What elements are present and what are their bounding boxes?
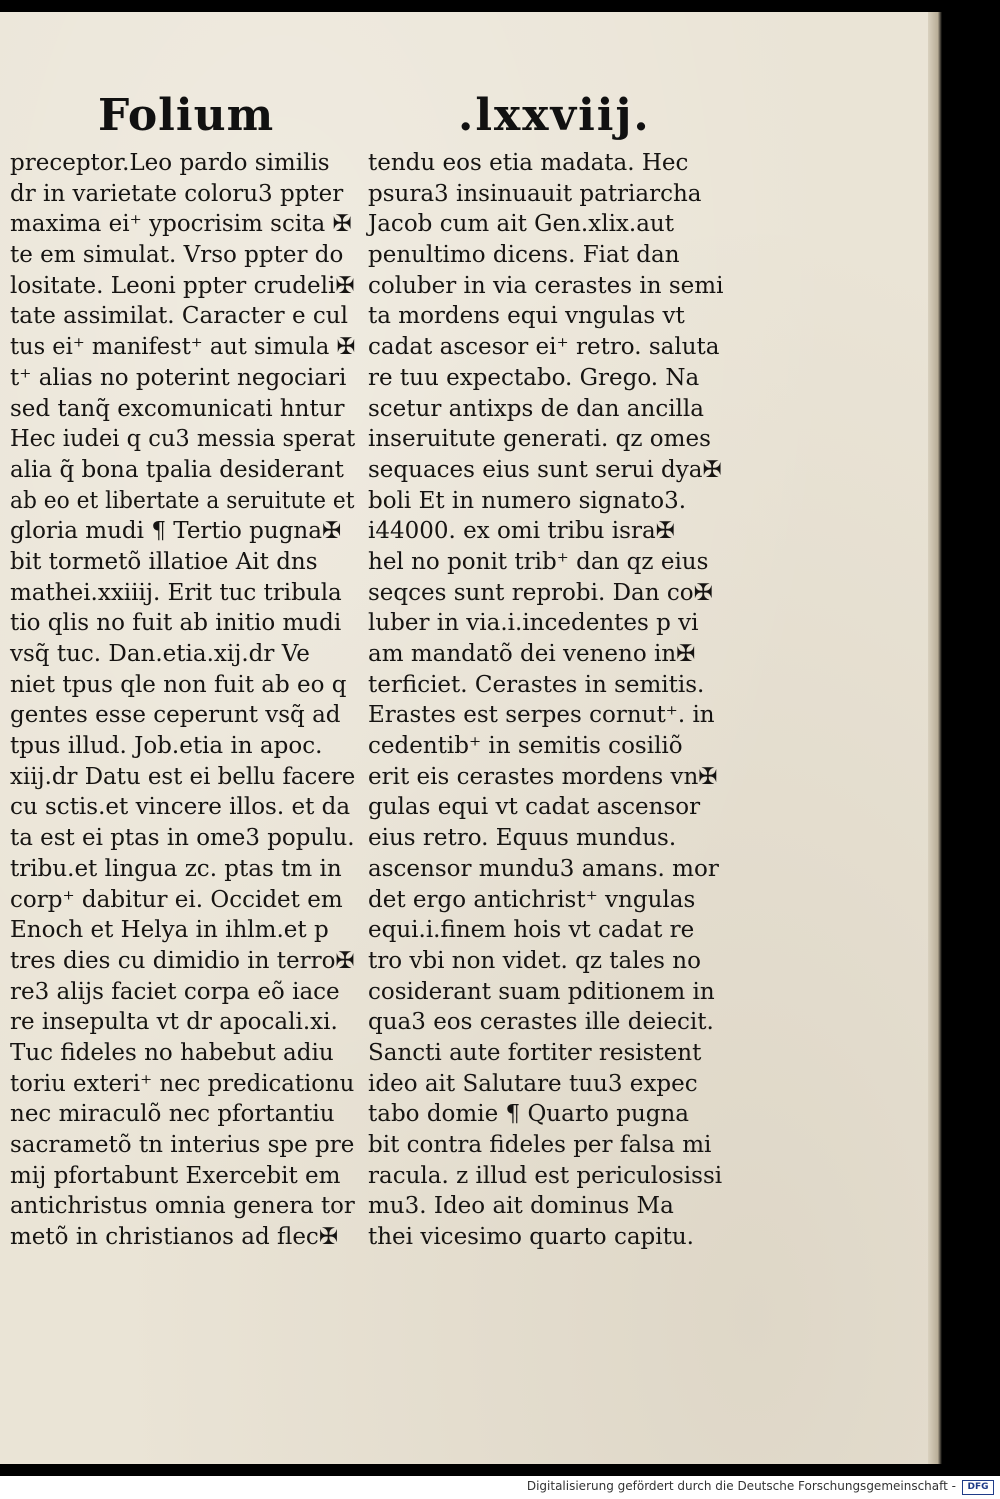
text-line: thei vicesimo quarto capitu. bbox=[368, 1224, 694, 1251]
text-line: Erastes est serpes cornut⁺. in bbox=[368, 702, 715, 729]
text-line: bit tormetõ illatioe Ait dns bbox=[10, 548, 318, 575]
text-line: sacrametõ tn interius spe pre bbox=[10, 1132, 355, 1158]
footer-bar bbox=[0, 1476, 1000, 1499]
text-line: tpus illud. Job.etia in apoc. bbox=[10, 733, 323, 760]
folium-heading: Folium bbox=[98, 90, 275, 141]
text-line: te em simulat. Vrso ppter do bbox=[10, 242, 344, 269]
text-line: hel no ponit trib⁺ dan qz eius bbox=[368, 548, 709, 575]
text-line: cosiderant suam pditionem in bbox=[368, 978, 715, 1005]
text-line: eius retro. Equus mundus. bbox=[368, 825, 677, 852]
page-edge-shadow bbox=[928, 12, 942, 1464]
text-line: tabo domie ¶ Quarto pugna bbox=[368, 1101, 690, 1128]
text-line: gloria mudi ¶ Tertio pugna✠ bbox=[10, 518, 342, 545]
text-line: penultimo dicens. Fiat dan bbox=[368, 242, 680, 269]
text-line: tribu.et lingua zc. ptas tm in bbox=[10, 855, 342, 882]
text-line: ab eo et libertate a seruitute et bbox=[10, 487, 355, 514]
text-line: Hec iudei q cu3 messia sperat bbox=[10, 426, 356, 453]
book-page bbox=[0, 12, 940, 1464]
text-line: gulas equi vt cadat ascensor bbox=[368, 794, 701, 821]
text-line: tro vbi non videt. qz tales no bbox=[368, 947, 701, 974]
folio-number: .lxxviij. bbox=[458, 90, 651, 141]
text-line: inseruitute generati. qz omes bbox=[368, 426, 711, 453]
text-line: coluber in via cerastes in semi bbox=[368, 272, 724, 299]
text-line: ta est ei ptas in ome3 populu. bbox=[10, 825, 355, 852]
text-line: re tuu expectabo. Grego. Na bbox=[368, 364, 700, 391]
text-line: tate assimilat. Caracter e cul bbox=[10, 303, 348, 330]
text-line: cedentib⁺ in semitis cosiliõ bbox=[368, 733, 683, 760]
text-line: corp⁺ dabitur ei. Occidet em bbox=[10, 886, 343, 913]
left-text-column bbox=[10, 148, 355, 1253]
text-line: bit contra fideles per falsa mi bbox=[368, 1132, 712, 1158]
text-line: vsq̃ tuc. Dan.etia.xij.dr Ve bbox=[10, 641, 310, 667]
text-line: t⁺ alias no poterint negociari bbox=[10, 364, 347, 391]
text-line: toriu exteri⁺ nec predicationu bbox=[10, 1070, 355, 1097]
funding-credit: Digitalisierung gefördert durch die Deutsche Forschungsgemeinschaft - bbox=[526, 1479, 956, 1493]
text-line: cu sctis.et vincere illos. et da bbox=[10, 794, 351, 821]
text-line: equi.i.finem hois vt cadat re bbox=[368, 917, 695, 944]
page-header bbox=[98, 90, 658, 150]
text-line: terficiet. Cerastes in semitis. bbox=[368, 671, 705, 698]
text-line: tus ei⁺ manifest⁺ aut simula ✠ bbox=[10, 334, 356, 361]
text-line: maxima ei⁺ ypocrisim scita ✠ bbox=[10, 211, 352, 238]
text-line: mu3. Ideo ait dominus Ma bbox=[368, 1193, 674, 1220]
text-line: tio qlis no fuit ab initio mudi bbox=[10, 610, 342, 637]
text-line: qua3 eos cerastes ille deiecit. bbox=[368, 1009, 714, 1036]
text-line: seqces sunt reprobi. Dan co✠ bbox=[368, 579, 713, 606]
text-line: tendu eos etia madata. Hec bbox=[368, 150, 689, 176]
text-line: re insepulta vt dr apocali.xi. bbox=[10, 1009, 338, 1036]
text-line: Enoch et Helya in ihlm.et p bbox=[10, 917, 329, 944]
text-line: racula. z illud est periculosissi bbox=[368, 1162, 723, 1189]
text-line: am mandatõ dei veneno in✠ bbox=[368, 641, 696, 667]
text-line: preceptor.Leo pardo similis bbox=[10, 150, 330, 176]
text-line: boli Et in numero signato3. bbox=[368, 487, 687, 514]
text-line: Jacob cum ait Gen.xlix.aut bbox=[368, 211, 674, 238]
text-line: tres dies cu dimidio in terro✠ bbox=[10, 947, 355, 974]
text-line: det ergo antichrist⁺ vngulas bbox=[368, 886, 696, 913]
text-line: ascensor mundu3 amans. mor bbox=[368, 855, 719, 882]
text-line: scetur antixps de dan ancilla bbox=[368, 395, 704, 422]
text-line: antichristus omnia genera tor bbox=[10, 1193, 355, 1220]
text-line: lositate. Leoni ppter crudeli✠ bbox=[10, 272, 355, 299]
dfg-logo: DFG bbox=[962, 1480, 994, 1495]
text-line: mij pfortabunt Exercebit em bbox=[10, 1162, 341, 1189]
text-line: xiij.dr Datu est ei bellu facere bbox=[10, 763, 356, 790]
text-line: ideo ait Salutare tuu3 expec bbox=[368, 1070, 698, 1097]
text-line: metõ in christianos ad flec✠ bbox=[10, 1224, 339, 1251]
text-line: Tuc fideles no habebut adiu bbox=[10, 1039, 334, 1066]
text-line: re3 alijs faciet corpa eõ iace bbox=[10, 978, 340, 1005]
right-text-column bbox=[368, 148, 728, 1253]
text-line: luber in via.i.incedentes p vi bbox=[368, 610, 699, 637]
text-line: dr in varietate coloru3 ppter bbox=[10, 180, 344, 207]
text-line: sed tanq̃ excomunicati hntur bbox=[10, 395, 345, 422]
text-line: alia q̃ bona tpalia desiderant bbox=[10, 456, 344, 483]
text-line: sequaces eius sunt serui dya✠ bbox=[368, 456, 722, 483]
text-line: i44000. ex omi tribu isra✠ bbox=[368, 518, 675, 545]
text-line: psura3 insinuauit patriarcha bbox=[368, 180, 702, 207]
text-line: ta mordens equi vngulas vt bbox=[368, 303, 685, 330]
text-line: cadat ascesor ei⁺ retro. saluta bbox=[368, 334, 720, 361]
text-line: erit eis cerastes mordens vn✠ bbox=[368, 763, 718, 790]
text-line: mathei.xxiiij. Erit tuc tribula bbox=[10, 579, 342, 606]
text-line: gentes esse ceperunt vsq̃ ad bbox=[10, 702, 341, 729]
text-line: niet tpus qle non fuit ab eo q bbox=[10, 671, 347, 698]
text-line: Sancti aute fortiter resistent bbox=[368, 1039, 702, 1066]
text-line: nec miraculõ nec pfortantiu bbox=[10, 1101, 335, 1128]
